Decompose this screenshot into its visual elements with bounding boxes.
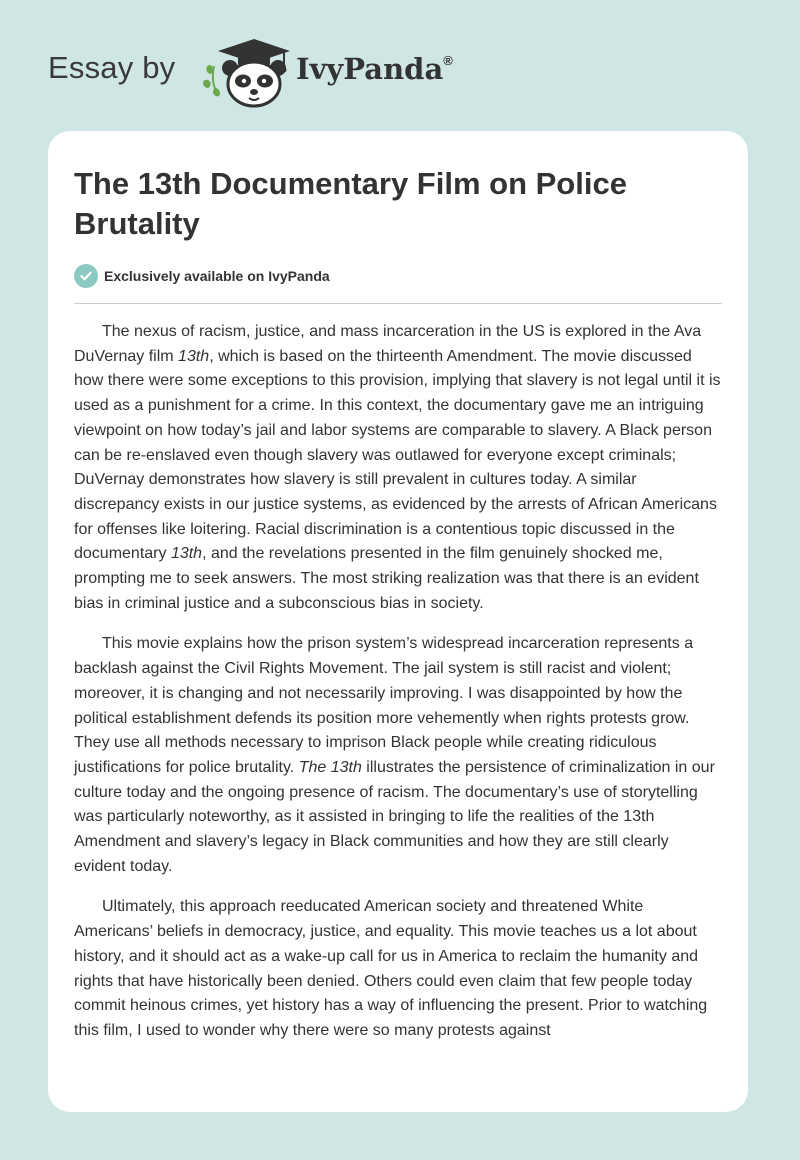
registered-mark: ® (443, 53, 453, 68)
essay-card (48, 131, 748, 1112)
text-run: The nexus of racism, justice, and mass incarceration in the US is explored in the Ava DuVernay film (74, 323, 702, 365)
paragraph (74, 632, 724, 879)
text-run: , and the revelations presented in the film genuinely shocked me, prompting me to seek answers. The most striking realization was that there is an evident bias in criminal justice and a subconscious bias in society. (74, 545, 699, 612)
essay-title: The 13th Documentary Film on Police Brutality (74, 166, 627, 241)
essay-body (74, 320, 724, 1060)
text-run: , which is based on the thirteenth Amendment. The movie discussed how there were some exceptions to this provision, implying that slavery is not legal until it is used as a punishment for a crime. In this context, the documentary gave me an intriguing viewpoint on how today’s jail and labor systems are comparable to slavery. A Black person can be re-enslaved even though slavery was outlawed for everyone except criminals; DuVernay demonstrates how slavery is still prevalent in cultures today. A similar discrepancy exists in our justice systems, as evidenced by the arrests of African Americans for offenses like loitering. Racial discrimination is a contentious topic discussed in the documentary (74, 347, 721, 563)
site-header (0, 0, 800, 130)
paragraph (74, 895, 724, 1043)
film-title: 13th (170, 545, 203, 563)
text-run: illustrates the persistence of criminalization in our culture today and the ongoing presence of racism. The documentary’s use of storytelling was particularly noteworthy, as it assisted in bringing to life the realities of the 13th Amendment and slavery’s legacy in Black communities and how they are still clearly evident today. (74, 758, 715, 875)
film-title: 13th (178, 347, 210, 365)
divider (74, 303, 722, 304)
essay-by-label: Essay by (48, 50, 176, 85)
text-run: This movie explains how the prison system’s widespread incarceration represents a backlash against the Civil Rights Movement. The jail system is still racist and violent; moreover, it is changing and not necessarily improving. I was disappointed by how the political establishment defends its position more vehemently when rights protests grow. They use all methods necessary to imprison Black people while creating ridiculous justifications for police brutality. (74, 635, 694, 776)
exclusive-badge (74, 264, 330, 288)
brand-name: IvyPanda (296, 52, 444, 86)
check-circle-icon (74, 264, 98, 288)
exclusive-label: Exclusively available on IvyPanda (104, 268, 330, 284)
paragraph (74, 320, 724, 616)
text-run: Ultimately, this approach reeducated American society and threatened White Americans’ beliefs in democracy, justice, and equality. This movie teaches us a lot about history, and it should act as a wake-up call for us in America to reclaim the humanity and rights that have historically been denied. Others could even claim that few people today commit heinous crimes, yet history has a way of influencing the present. Prior to watching this film, I used to wonder why there were so many protests against (74, 898, 708, 1039)
panda-graduate-icon[interactable] (198, 36, 294, 108)
film-title: The 13th (298, 758, 362, 776)
ivypanda-logo-text[interactable] (296, 52, 453, 86)
